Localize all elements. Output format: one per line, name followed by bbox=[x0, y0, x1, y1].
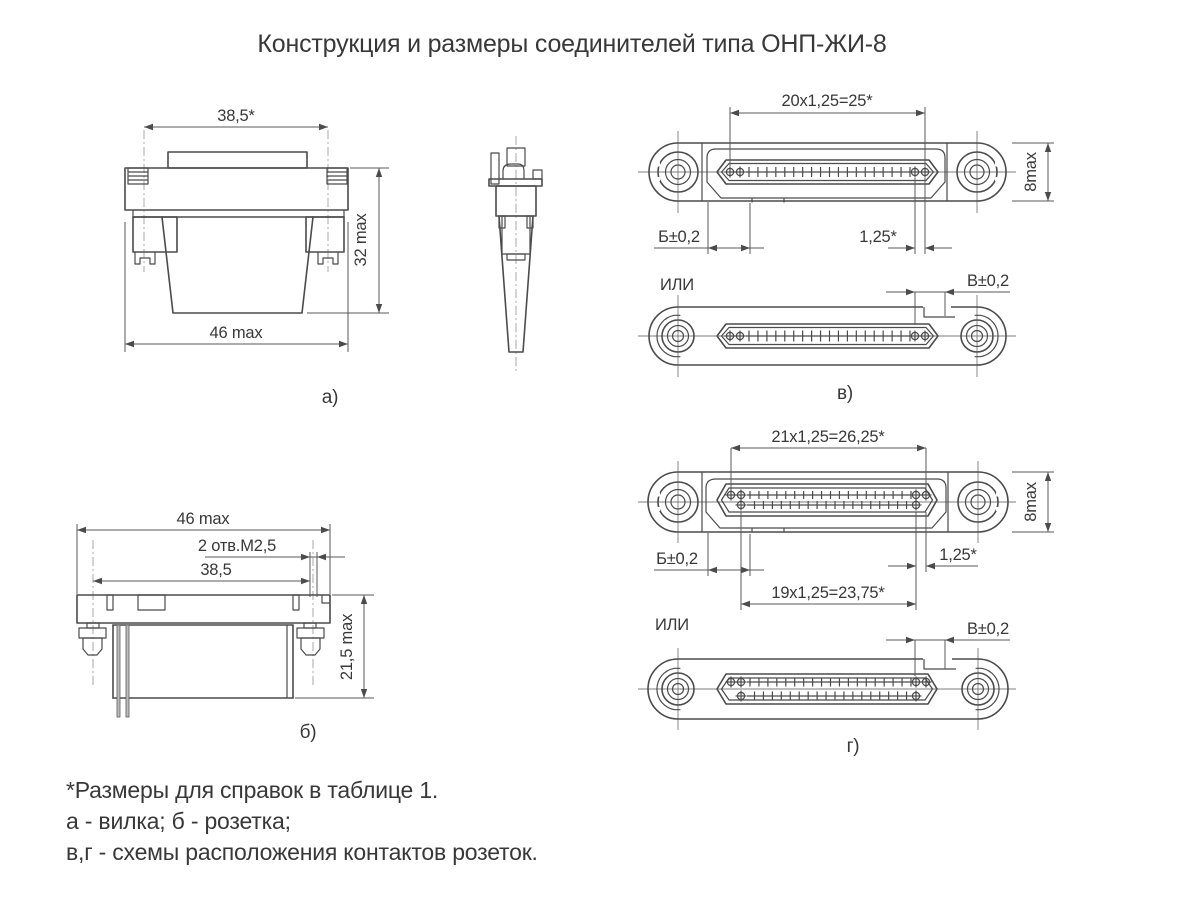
note-line-2: а - вилка; б - розетка; bbox=[66, 808, 291, 834]
dim-g-step: 1,25* bbox=[939, 546, 977, 564]
figure-v-view1 bbox=[638, 92, 1054, 254]
drawing-title: Конструкция и размеры соединителей типа ОНП-ЖИ-8 bbox=[257, 30, 887, 58]
figure-a-plug-front bbox=[125, 107, 389, 408]
or-label-v: ИЛИ bbox=[660, 276, 694, 294]
contact-rows bbox=[726, 490, 932, 511]
figure-g-label: г) bbox=[846, 736, 860, 757]
dim-v-step: 1,25* bbox=[859, 228, 897, 246]
dim-g-row-bottom: 19х1,25=23,75* bbox=[771, 584, 885, 602]
dim-a-top: 38,5* bbox=[217, 107, 255, 125]
dim-v-b: Б±0,2 bbox=[658, 228, 700, 246]
dim-g-row-top: 21х1,25=26,25* bbox=[771, 428, 885, 446]
contact-row bbox=[725, 167, 931, 178]
dim-v-row: 20х1,25=25* bbox=[781, 92, 873, 110]
or-label-g: ИЛИ bbox=[655, 616, 689, 634]
figure-g-view2 bbox=[638, 616, 1016, 757]
rib-tab-left bbox=[128, 168, 148, 184]
dim-b-pitch: 38,5 bbox=[200, 561, 232, 579]
dim-a-width: 46 max bbox=[209, 324, 263, 342]
figure-a-side-view bbox=[489, 136, 542, 372]
dim-a-height: 32 max bbox=[352, 213, 370, 267]
dim-b-height: 21,5 max bbox=[338, 613, 356, 681]
contact-row bbox=[725, 331, 931, 342]
note-line-3: в,г - схемы расположения контактов розеток. bbox=[66, 839, 538, 865]
figure-b-label: б) bbox=[299, 722, 317, 743]
dim-v-height: 8max bbox=[1022, 152, 1040, 192]
figure-a-label: а) bbox=[321, 387, 339, 408]
note-line-1: *Размеры для справок в таблице 1. bbox=[66, 777, 439, 803]
dim-g-v: В±0,2 bbox=[967, 620, 1009, 638]
figure-g-view1 bbox=[638, 428, 1054, 610]
dim-g-height: 8max bbox=[1022, 482, 1040, 522]
figure-b-socket bbox=[77, 510, 374, 743]
figure-v-view2 bbox=[638, 272, 1016, 404]
stud-right bbox=[297, 623, 324, 655]
dim-g-b: Б±0,2 bbox=[656, 550, 698, 568]
dim-b-holes: 2 отв.М2,5 bbox=[197, 537, 277, 555]
dim-b-width: 46 max bbox=[176, 510, 230, 528]
notes-block bbox=[66, 777, 538, 865]
figure-v-label: в) bbox=[836, 383, 854, 404]
dim-v-v: В±0,2 bbox=[967, 272, 1009, 290]
rib-tab-right bbox=[327, 168, 347, 184]
